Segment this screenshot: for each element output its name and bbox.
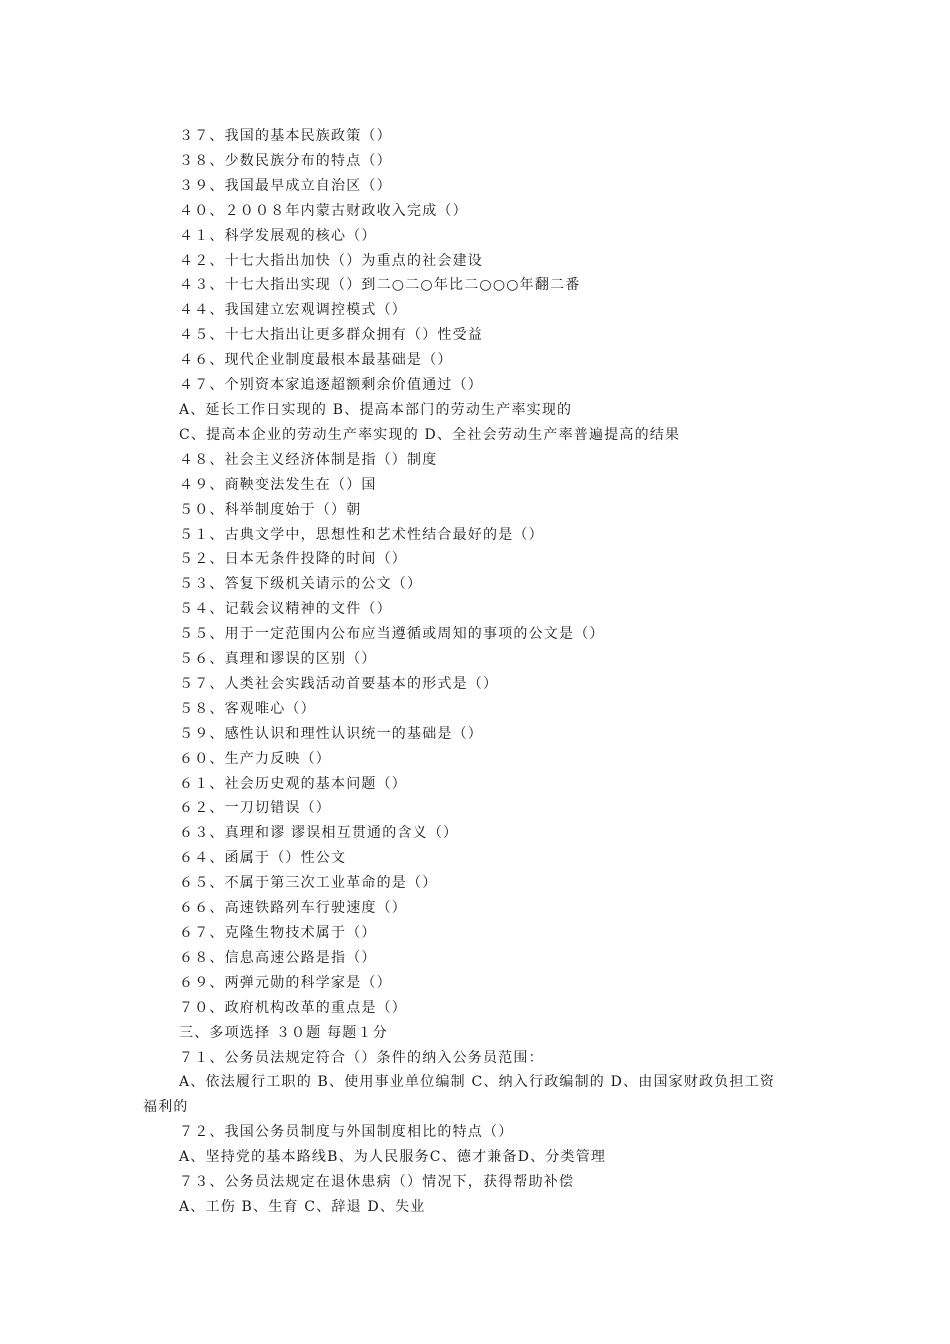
text-line: ４７、个别资本家追逐超额剩余价值通过（） — [179, 377, 483, 394]
text-line: A、延长工作日实现的 B、提高本部门的劳动生产率实现的 — [179, 401, 573, 418]
text-line: ３７、我国的基本民族政策（） — [179, 128, 392, 144]
text-line: ５５、用于一定范围内公布应当遵循或周知的事项的公文是（） — [179, 626, 605, 643]
text-line: ４６、现代企业制度最根本最基础是（） — [179, 352, 453, 369]
document-body — [143, 124, 823, 1220]
text-line: ５２、日本无条件投降的时间（） — [179, 551, 407, 568]
text-line: ４２、十七大指出加快（）为重点的社会建设 — [179, 252, 483, 269]
text-line: ６４、函属于（）性公文 — [179, 850, 347, 867]
text-line: C、提高本企业的劳动生产率实现的 D、全社会劳动生产率普遍提高的结果 — [179, 426, 681, 443]
text-line: ６６、高速铁路列车行驶速度（） — [179, 900, 407, 917]
text-line: ６０、生产力反映（） — [179, 750, 331, 767]
text-line: A、坚持党的基本路线B、为人民服务C、德才兼备D、分类管理 — [179, 1149, 607, 1166]
text-line: A、工伤 B、生育 C、辞退 D、失业 — [179, 1198, 426, 1215]
text-line: ６８、信息高速公路是指（） — [179, 949, 377, 966]
text-line: ５７、人类社会实践活动首要基本的形式是（） — [179, 675, 499, 692]
text-line: ６１、社会历史观的基本问题（） — [179, 775, 407, 792]
text-line: ５０、科举制度始于（）朝 — [179, 501, 362, 518]
text-line: ３８、少数民族分布的特点（） — [179, 152, 392, 169]
text-line: ７３、公务员法规定在退休患病（）情况下，获得帮助补偿 — [179, 1174, 575, 1191]
text-line: ５６、真理和谬误的区别（） — [179, 651, 377, 668]
text-line: ６５、不属于第三次工业革命的是（） — [179, 875, 438, 892]
text-line: ４９、商鞅变法发生在（）国 — [179, 476, 377, 493]
text-line: ７１、公务员法规定符合（）条件的纳入公务员范围： — [179, 1049, 544, 1066]
text-line: ５１、古典文学中，思想性和艺术性结合最好的是（） — [179, 526, 544, 543]
text-line: ６２、一刀切错误（） — [179, 800, 331, 817]
text-line: ４８、社会主义经济体制是指（）制度 — [179, 451, 438, 468]
text-line: ５３、答复下级机关请示的公文（） — [179, 576, 423, 593]
text-line: ７０、政府机构改革的重点是（） — [179, 999, 407, 1016]
text-line: ６３、真理和谬 谬误相互贯通的含义（） — [179, 825, 459, 842]
text-line: ６９、两弹元勋的科学家是（） — [179, 974, 392, 991]
text-line: A、依法履行工职的 B、使用事业单位编制 C、纳入行政编制的 D、由国家财政负担工资 — [179, 1074, 776, 1091]
text-line: 三、多项选择 ３０题 每题１分 — [179, 1024, 388, 1041]
text-line: 福利的 — [143, 1099, 189, 1116]
text-line: ５９、感性认识和理性认识统一的基础是（） — [179, 725, 483, 742]
text-line: ７２、我国公务员制度与外国制度相比的特点（） — [179, 1124, 514, 1141]
text-line: ４５、十七大指出让更多群众拥有（）性受益 — [179, 327, 483, 344]
text-line: ４３、十七大指出实现（）到二○二○年比二○○○年翻二番 — [179, 277, 581, 294]
text-line: ３９、我国最早成立自治区（） — [179, 177, 392, 194]
text-line: ４１、科学发展观的核心（） — [179, 227, 377, 244]
text-line: ４４、我国建立宏观调控模式（） — [179, 302, 407, 319]
text-line: ６７、克隆生物技术属于（） — [179, 925, 377, 941]
text-line: ５８、客观唯心（） — [179, 700, 316, 717]
text-line: ５４、记载会议精神的文件（） — [179, 601, 392, 618]
text-line: ４０、２００８年内蒙古财政收入完成（） — [179, 202, 468, 219]
